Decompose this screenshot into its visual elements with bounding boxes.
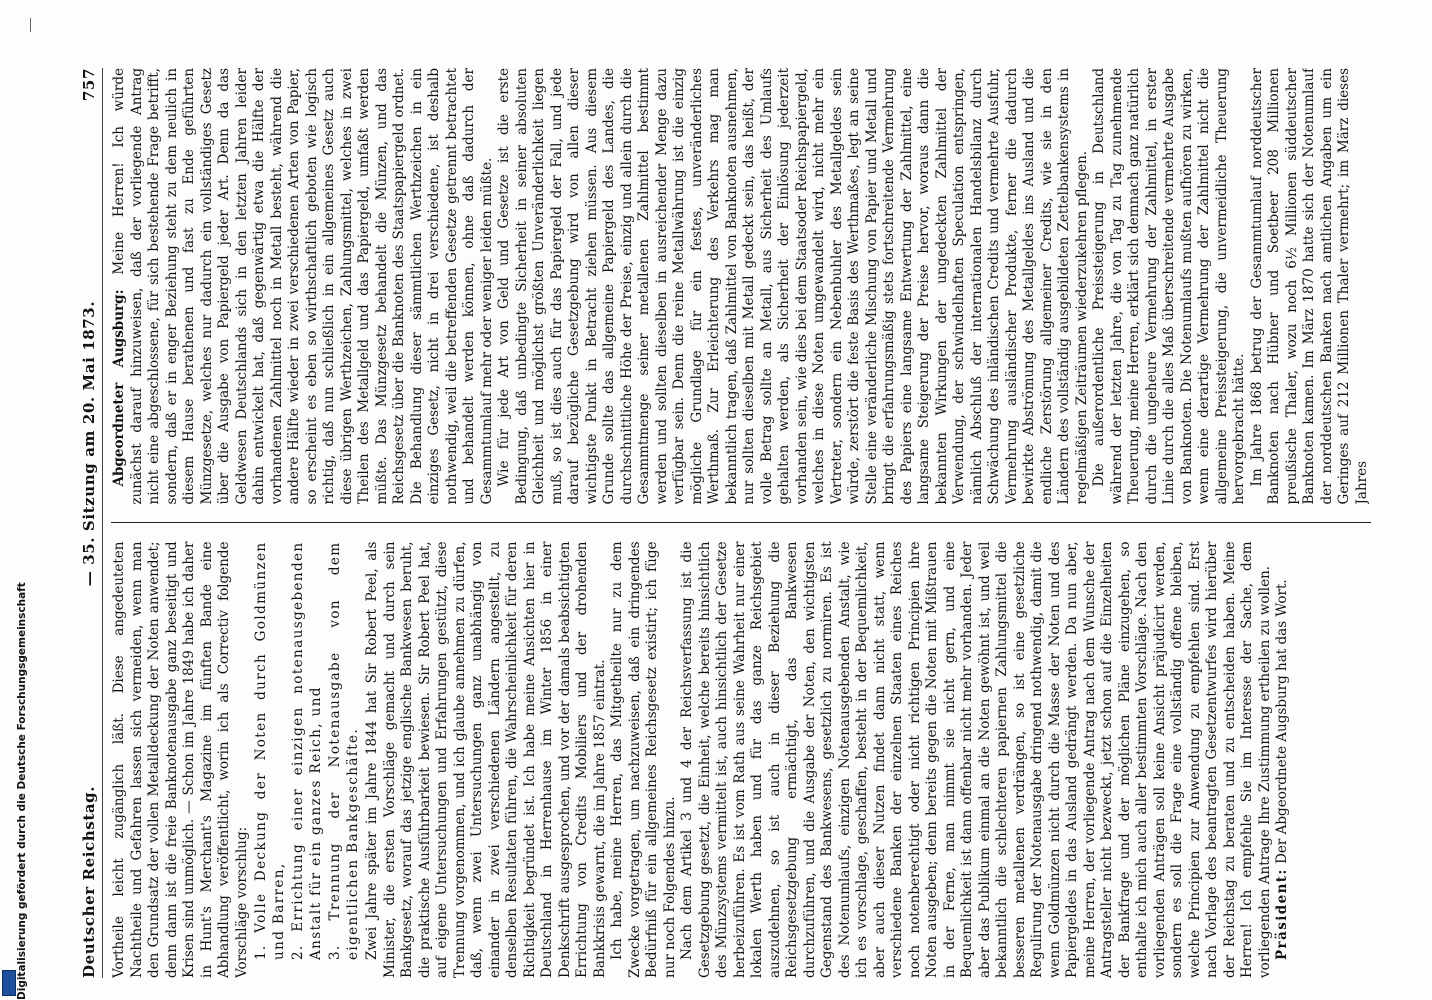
proposal-item-3: 3. Trennung der Notenausgabe von dem eigentlichen Bankgeschäfte. xyxy=(327,541,361,960)
rotated-newspaper-page xyxy=(60,50,1400,1000)
two-column-body xyxy=(111,68,1371,978)
left-column xyxy=(111,542,1371,979)
speaker-line xyxy=(1274,542,1292,979)
digitization-footer xyxy=(2,560,28,1000)
speaker-label: Abgeordneter Augsburg: xyxy=(111,289,127,487)
column-divider xyxy=(111,523,1371,524)
running-head-session: — 35. Sitzung am 20. Mai 1873. xyxy=(80,300,98,587)
dfg-logo-icon xyxy=(2,970,16,996)
paragraph: Wie für jede Art von Geld und Gesetze ist die erste Bedingung, daß unbedingte Sicherheit in seiner absoluten Gleichheit und möglichst größten Unveränderlichkeit liegen muß, so ist dies auch für das Papiergeld der Fall, und jede darauf bezügliche Gesetzgebung wird von allen dieser wichtigste Punkt in Betracht ziehen müssen. Aus diesem Grunde sollte das allgemeine Papiergeld des Landes, die durchschnittliche Höhe der Preise, einzig und allein durch die Gesammtmenge seiner metallenen Zahlmittel bestimmt werden und sollten dieselben in ausreichender Menge dazu verfügbar sein. Denn die reine Metallwährung ist die einzig mögliche Grundlage für ein festes, unveränderliches Werthmaß. Zur Erleichterung des Verkehrs mag man bekanntlich tragen, daß Zahlmittel von Banknoten ausnehmen, nur sollten dieselben mit Metall gedeckt sein, das heißt, der volle Betrag sollte an Metall, aus Sicherheit des Umlaufs gehalten werden, als Sicherheit der Einlösung jederzeit vorhanden sein, wie dies bei dem Staatsoder Reichspapiergeld, welches in diese Noten umgewandelt wird, nicht mehr ein Vertreter, sondern ein Nebenbuhler des Metallgeldes sein würde, zerstört die feste Basis des Werthmaßes, legt an seine Stelle eine veränderliche Mischung von Papier und Metall und bringt die erfahrungsmäßig stets fortschreitende Vermehrung des Papiers eine langsame Entwertung der Zahlmittel, eine langsame Steigerung der Preise hervor, woraus dann die bekannten Wirkungen der ungedeckten Zahlmittel der Verwendung, der schwindelhaften Speculation entspringen, nämlich Abschluß der internationalen Handelsbilanz durch Schwächung des inländischen Credits und vermehrte Ausfuhr, Vermehrung ausländischer Produkte, ferner die dadurch bewirkte Abströmung des Metallgeldes ins Ausland und die endliche Zerstörung allgemeiner Credits, wie sie in den Ländern des vollständig ausgebildeten Zettelbankensystems in regelmäßigen Zeiträumen wiederzukehren pflegen. xyxy=(496,68,1090,505)
proposal-item-1: 1. Volle Deckung der Noten durch Goldmünzen und Barren, xyxy=(253,541,287,960)
paragraph: Die außerordentliche Preissteigerung in Deutschland während der letzten Jahre, die von Tag zu Tag zunehmende Theuerung, meine Herren, erklärt sich demnach ganz natürlich durch die ungeheure Vermehrung der Zahlmittel, in erster Linie durch die alles Maß überschreitende vermehrte Ausgabe von Banknoten. Die Notenumlaufs mußten aufhören zu wirken, wenn eine derartige Vermehrung der Zahlmittel nicht die allgemeine Preissteigerung, die unvermeidliche Theuerung hervorgebracht hätte. xyxy=(1091,68,1247,505)
speech-opening: Meine Herren! Ich würde zunächst darauf hinzuweisen, daß der vorliegende Antrag nicht eine abgeschlossene, für sich bestehende Frage betrifft, sondern, daß er in enger Beziehung steht zu dem neulich in diesem Hause berathenen und fast zu Ende geführten Münzgesetze, welches nur dadurch ein vollständiges Gesetz über die Ausgabe von Papiergeld jeder Art. Denn da das Geldwesen Deutschlands sich in den letzten Jahren leider dahin entwickelt hat, daß gegenwärtig etwa die Hälfte der vorhandenen Zahlmittel noch in Metall besteht, während die andere Hälfte wieder in zwei verschiedenen Arten von Papier, so erscheint es eben so wirthschaftlich geboten wie logisch richtig, daß nun schließlich in ein allgemeines Gesetz auch diese übrigen Werthzeichen, Zahlungsmittel, welches in zwei Theilen des Metallgeld und das Papiergeld, umfaßt werden müßte. Das Münzgesetz behandelt die Münzen, und das Reichsgesetz über die Banknoten des Staatspapiergeld ordnet. Die Behandlung dieser sämmtlichen Werthzeichen in ein einziges Gesetz, nicht in drei verschiedene, ist deshalb nothwendig, weil die betreffenden Gesetze getrennt betrachtet und behandelt werden können, ohne daß dadurch der Gesammtumlauf mehr oder weniger leiden müßte. xyxy=(111,68,495,505)
running-head-left: Deutscher Reichstag. xyxy=(80,785,98,978)
running-head xyxy=(80,68,103,978)
speaker-label: Präsident: xyxy=(1274,868,1290,960)
speaker-text: Der Abgeordnete Augsburg hat das Wort. xyxy=(1274,579,1290,864)
paragraph: Im Jahre 1868 betrug der Gesammtumlauf norddeutscher Banknoten nach Hübner und Soetbeer 208 Millionen preußische Thaler, wozu noch 6½ Millionen süddeutscher Banknoten kamen. Im März 1870 hatte sich der Notenumlauf der norddeutschen Banken nach amtlichen Angaben um ein Geringes auf 212 Millionen Thaler vermehrt; im März dieses Jahres xyxy=(1248,68,1370,505)
paragraph: Zwei Jahre später im Jahre 1844 hat Sir Robert Peel, als Minister, die ersten Vorschläge gemacht und durch sein Bankgesetz, worauf das jetzige englische Bankwesen beruht, die praktische Ausführbarkeit bewiesen. Sir Robert Peel hat, auf eigene Untersuchungen und Erfahrungen gestützt, diese Trennung vorgenommen, und ich glaube annehmen zu dürfen, daß, wenn zwei Untersuchungen ganz unabhängig von einander in zwei verschiedenen Ländern angestellt, zu denselben Resultaten führen, die Wahrscheinlichkeit für deren Richtigkeit begründet ist. Ich habe meine Ansichten hier in Deutschland in Herrenhause im Winter 1856 in einer Denkschrift ausgesprochen, und vor der damals beabsichtigten Errichtung von Credits Mobiliers und der drohenden Bankkrisis gewarnt, die im Jahre 1857 eintrat. xyxy=(364,541,608,978)
paragraph: Ich habe, meine Herren, das Mitgetheilte nur zu dem Zwecke vorgetragen, um nachzuweisen, daß ein dringendes Bedürfniß für ein allgemeines Reichsgesetz existirt; ich füge nur noch Folgendes hinzu. xyxy=(609,541,678,978)
paragraph: Nach dem Artikel 3 und 4 der Reichsverfassung ist die Gesetzgebung gesetzt, die Einheit, welche bereits hinsichtlich des Münzsystems vermittelt ist, auch hinsichtlich der Gesetze herbeizuführen. Es ist vom Rath aus seine Wahrheit nur einer lokalen Werth haben und für das ganze Reichsgebiet auszudehnen, so ist auch in dieser Beziehung die Reichsgesetzgebung ermächtigt, das Bankwesen durchzuführen, und die Ausgabe der Noten, den wichtigsten Gegenstand des Bankwesens, gesetzlich zu normiren. Es ist des Notenumlaufs, einzigen Notenausgebenden Anstalt, wie ich es vorschlage, geschaffen, besteht in der Bequemlichkeit, aber auch dieser Nutzen findet dann nicht statt, wenn verschiedene Banken der einzelnen Staaten eines Reiches noch notenberechtigt oder nicht richtigen Principien ihre Noten ausgeben; denn bereits gegen die Noten mit Mißtrauen in der Ferne, man nimmt sie nicht gern, und eine Bequemlichkeit ist dann offenbar nicht mehr vorhanden. Jeder aber das Publikum einmal an die Noten gewöhnt ist, und weil bekanntlich die schlechteren papiernen Zahlungsmittel die besseren metallenen verdrängen, so ist eine gesetzliche Regulirung der Notenausgabe dringend nothwendig, damit die wenn Goldmünzen nicht durch die Masse der Noten und des Papiergeldes in das Ausland gedrängt werden. Da nun aber, meine Herren, der vorliegende Antrag nach dem Wunsche der Antragsteller nicht bezweckt, jetzt schon auf die Einzelheiten der Bankfrage und der möglichen Pläne einzugehen, so enthalte ich mich auch aller bestimmten Vorschläge. Nach den vorliegenden Anträgen soll keine Ansicht präjudicirt werden, sondern es soll die Frage eine vollständig offene bleiben, welche Principien zur Anwendung zu empfehlen sind. Erst nach Vorlage des beantragten Gesetzentwurfes wird hierüber der Reichstag zu beraten und zu entscheiden haben. Meine Herren! Ich empfehle Sie im Interesse der Sache, dem vorliegenden Antrage Ihre Zustimmung ertheilen zu wollen. xyxy=(679,541,1273,978)
page-number: 757 xyxy=(80,68,98,102)
speaker-line xyxy=(111,68,496,505)
right-column xyxy=(111,68,1371,505)
margin-tick-mark xyxy=(30,18,31,32)
paragraph: Vortheile leicht zugänglich läßt. Diese angedeuteten Nachtheile und Gefahren lassen sich vermeiden, wenn man den Grundsatz der vollen Metalldeckung der Noten anwendet; denn dann ist die freie Banknotenausgabe ganz beseitigt und Krisen sind unmöglich. — Schon im Jahre 1849 habe ich daher in Hunt's Merchant's Magazine im fünften Bande eine Abhandlung veröffentlicht, worin ich als Correctiv folgende Vorschläge vorschlug: xyxy=(111,541,250,978)
proposal-item-2: 2. Errichtung einer einzigen notenausgebenden Anstalt für ein ganzes Reich, und xyxy=(290,541,324,960)
digitization-credit: Digitalisierung gefördert durch die Deutsche Forschungsgemeinschaft xyxy=(16,582,28,1000)
